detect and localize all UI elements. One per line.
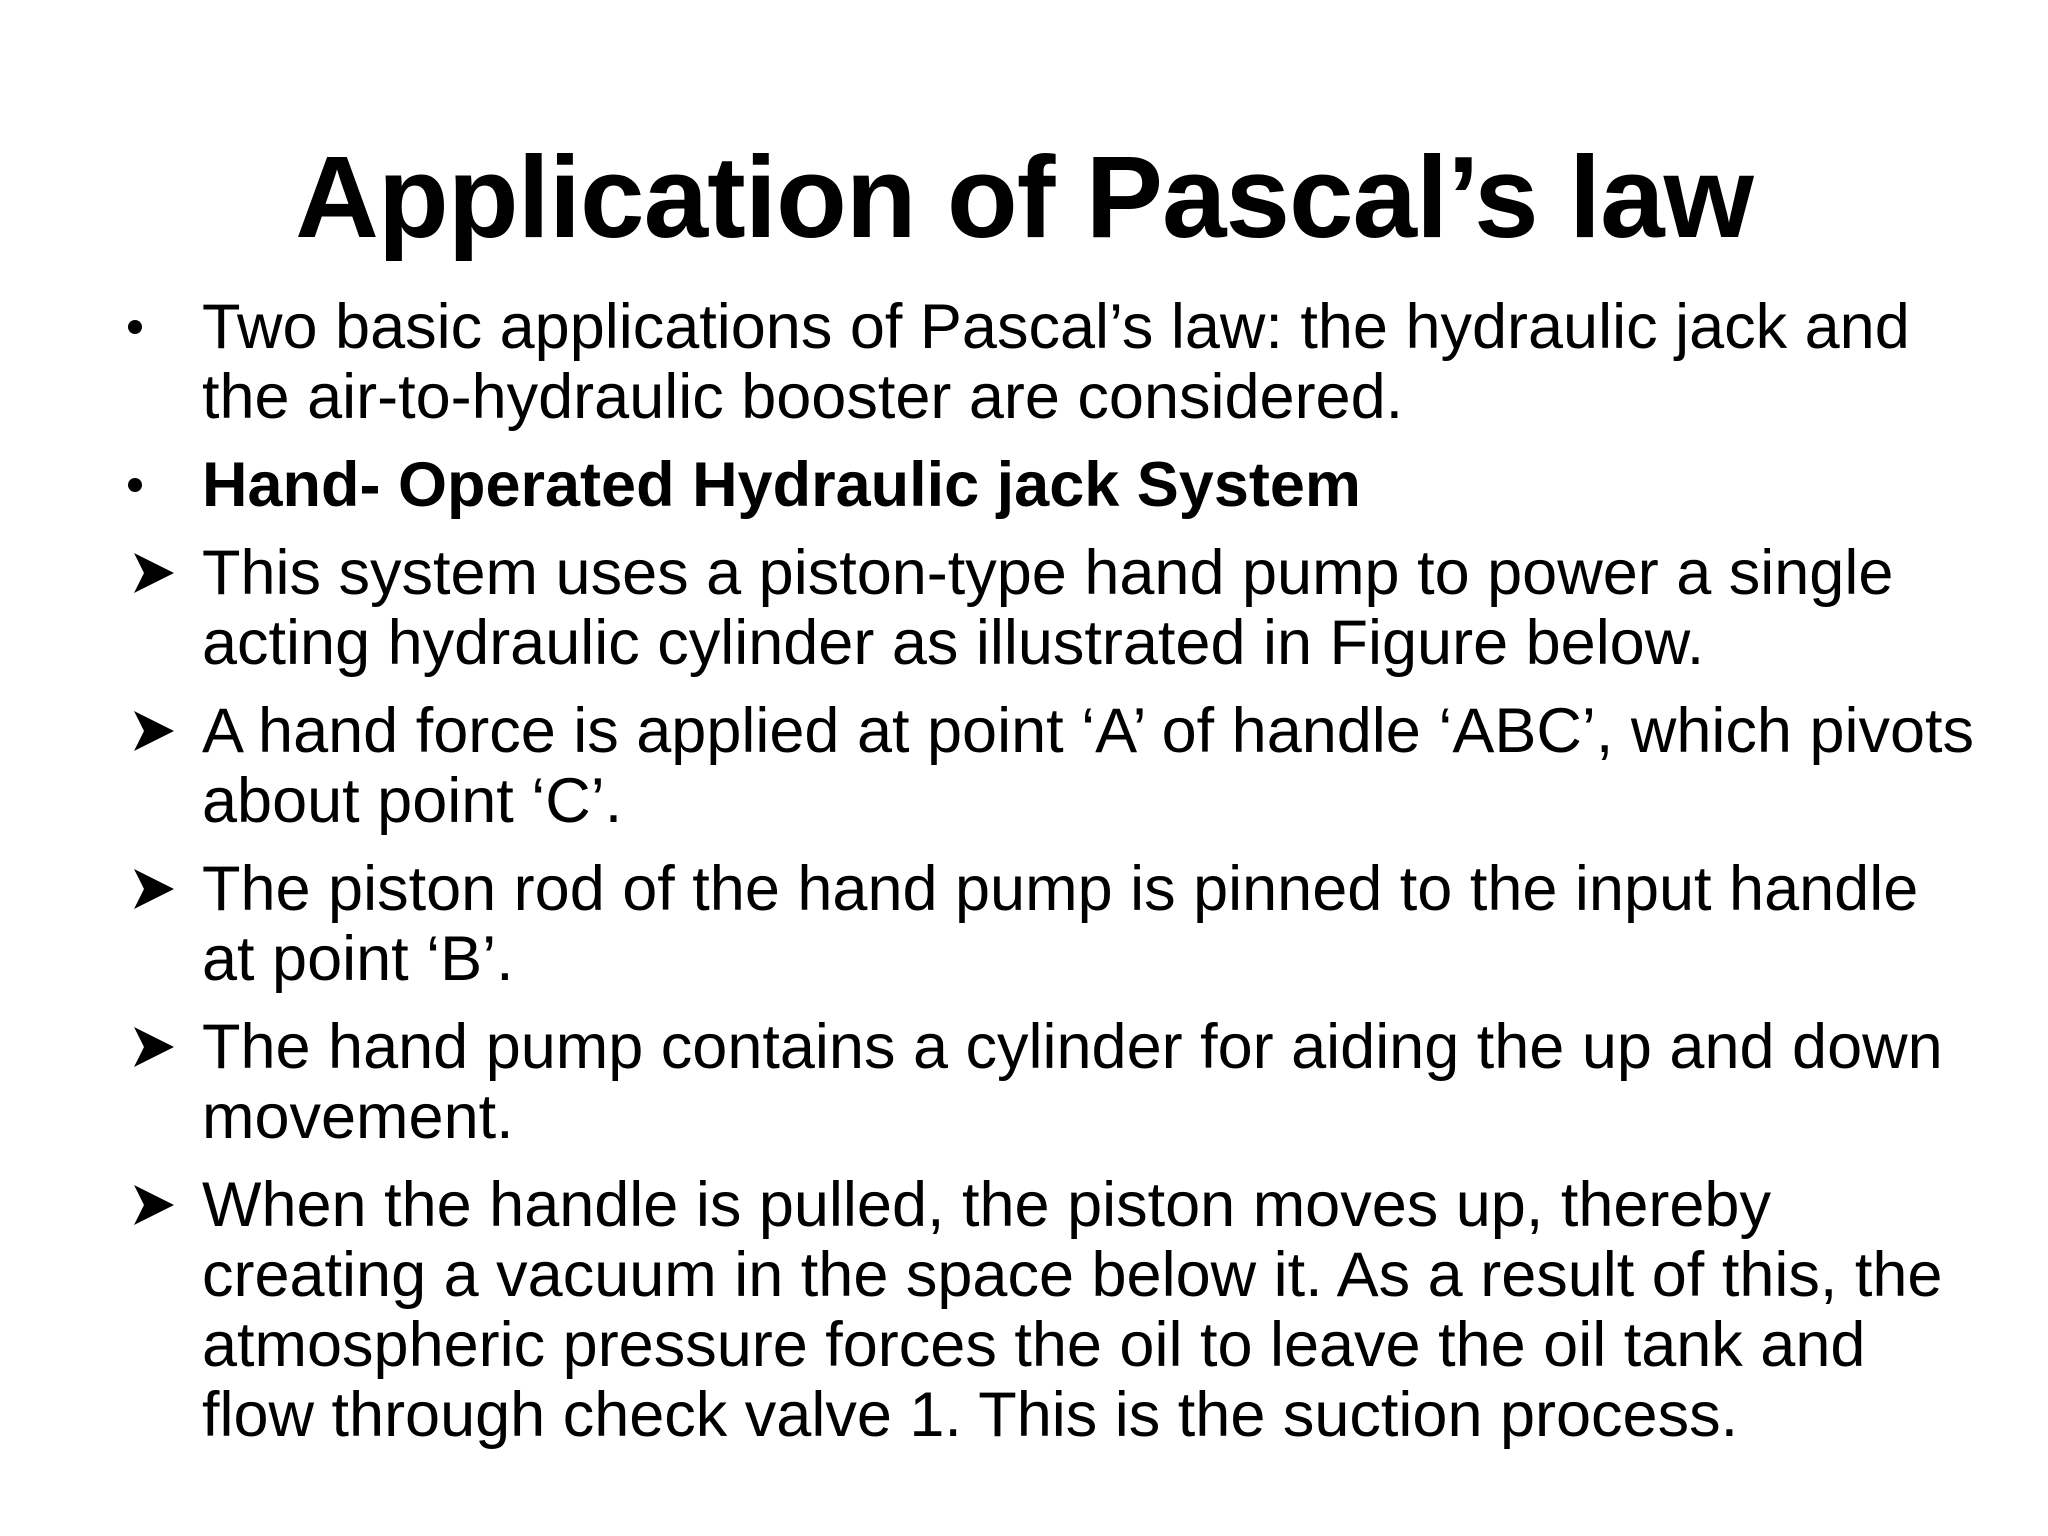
list-item-text: This system uses a piston-type hand pump to power a single acting hydraulic cylinder as illustrated in Figure below. xyxy=(202,538,1894,678)
list-item-heading: Hand- Operated Hydraulic jack System xyxy=(202,450,1361,520)
list-item xyxy=(118,292,1978,432)
list-item xyxy=(118,854,1978,994)
arrow-bullet-icon xyxy=(118,1170,188,1240)
bullet-icon xyxy=(118,292,188,362)
list-item xyxy=(118,1012,1978,1152)
list-item xyxy=(118,538,1978,678)
list-item xyxy=(118,1170,1978,1450)
list-item xyxy=(118,696,1978,836)
arrow-bullet-icon xyxy=(118,696,188,766)
arrow-bullet-icon xyxy=(118,1012,188,1082)
arrow-bullet-icon xyxy=(118,854,188,924)
arrow-bullet-icon xyxy=(118,538,188,608)
slide-title: Application of Pascal’s law xyxy=(295,132,1753,262)
slide-content xyxy=(118,292,1978,1468)
list-item-text: Two basic applications of Pascal’s law: the hydraulic jack and the air-to-hydraulic booster are considered. xyxy=(202,292,1910,432)
list-item-text: The piston rod of the hand pump is pinned to the input handle at point ‘B’. xyxy=(202,854,1919,994)
list-item xyxy=(118,450,1978,520)
list-item-text: When the handle is pulled, the piston moves up, thereby creating a vacuum in the space below it. As a result of this, the atmospheric pressure forces the oil to leave the oil tank and flow through check valve 1. This is the suction process. xyxy=(202,1170,1943,1450)
list-item-text: A hand force is applied at point ‘A’ of handle ‘ABC’, which pivots about point ‘C’. xyxy=(202,696,1975,836)
list-item-text: The hand pump contains a cylinder for aiding the up and down movement. xyxy=(202,1012,1943,1152)
bullet-icon xyxy=(118,450,188,520)
